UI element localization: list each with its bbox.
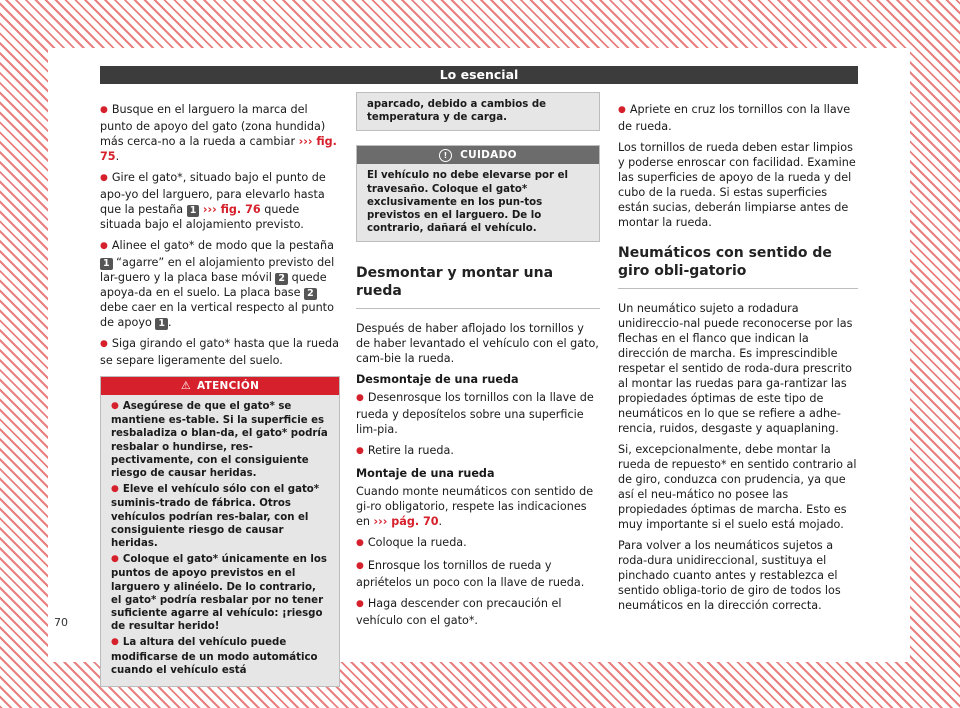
section-title: Neumáticos con sentido de giro obli-gatorio — [618, 244, 858, 289]
step-bullet: ● Alinee el gato* de modo que la pestaña 1 “agarre” en el alojamiento previsto del lar-guero y la placa base móvil 2 quede apoya-da en el suelo. La placa base 2 debe caer en la vertical respecto al punto de apoyo 1 . — [100, 238, 340, 330]
warning-item: ● Eleve el vehículo sólo con el gato* suminis-trado de fábrica. Otros vehículos podrían res-balar, con el consiguiente riesgo de causar heridas. — [111, 483, 329, 550]
warning-item: ● La altura del vehículo puede modificarse de un modo automático cuando el vehículo está — [111, 636, 329, 677]
callout-badge: 1 — [155, 318, 168, 330]
page-link[interactable]: ››› pág. 70 — [373, 515, 439, 529]
column-middle — [356, 92, 600, 634]
page-header: Lo esencial — [100, 66, 858, 84]
step-bullet: ● Apriete en cruz los tornillos con la llave de rueda. — [618, 102, 858, 134]
warning-item: ● Coloque el gato* únicamente en los puntos de apoyo previstos en el larguero y alinéelo. De lo contrario, el gato* podría resbalar por no tener suficiente agarre al vehículo: ¡riesgo de resultar herido! — [111, 553, 329, 633]
manual-page — [48, 48, 910, 676]
step-bullet: ● Siga girando el gato* hasta que la rueda se separe ligeramente del suelo. — [100, 336, 340, 368]
column-right — [618, 102, 858, 619]
step-bullet: ● Coloque la rueda. — [356, 535, 600, 552]
section-title: Desmontar y montar una rueda — [356, 264, 600, 309]
info-icon: ! — [439, 149, 452, 162]
callout-badge: 1 — [187, 205, 200, 217]
paragraph: Los tornillos de rueda deben estar limpios y poderse enroscar con facilidad. Examine las superficies de apoyo de la rueda y del cubo de la rueda. Si estas superficies están sucias, deberán limpiarse antes de montar la rueda. — [618, 141, 856, 229]
step-bullet: ● Busque en el larguero la marca del punto de apoyo del gato (zona hundida) más cerca-no a la rueda a cambiar ››› fig. 75. — [100, 102, 340, 164]
step-bullet: ● Gire el gato*, situado bajo el punto de apo-yo del larguero, para elevarlo hasta que la pestaña 1 ››› fig. 76 quede situada bajo el alojamiento previsto. — [100, 170, 340, 232]
paragraph: Un neumático sujeto a rodadura unidireccio-nal puede reconocerse por las flechas en el flanco que indican la dirección de marcha. Es imprescindible respetar el sentido de roda-dura prescrito al montar las ruedas para ga-rantizar las propiedades óptimas de este tipo de neumáticos en lo que se refiere a adhe-rencia, ruidos, desgaste y aquaplaning. — [618, 302, 853, 435]
warning-body — [101, 395, 339, 686]
page-number: 70 — [54, 616, 68, 629]
step-bullet: ● Retire la rueda. — [356, 443, 600, 460]
caution-header: ! CUIDADO — [357, 146, 599, 164]
column-left — [100, 102, 340, 687]
callout-badge: 2 — [275, 273, 288, 285]
step-bullet: ● Enrosque los tornillos de rueda y apriételos un poco con la llave de rueda. — [356, 558, 600, 590]
paragraph: Si, excepcionalmente, debe montar la rueda de repuesto* en sentido contrario al de giro, conduzca con prudencia, ya que así el neu-mático no posee las propiedades óptimas de marcha. Esto es muy importante si el suelo está mojado. — [618, 443, 857, 531]
caution-body: El vehículo no debe elevarse por el travesaño. Coloque el gato* exclusivamente en los pun-tos previstos en el larguero. De lo contrario, dañará el vehículo. — [367, 170, 569, 235]
warning-continued-text: aparcado, debido a cambios de temperatura y de carga. — [367, 99, 547, 124]
warning-box — [100, 376, 340, 687]
warning-triangle-icon: ⚠ — [180, 379, 191, 392]
warning-item: ● Asegúrese de que el gato* se mantiene es-table. Si la superficie es resbaladiza o blan-da, el gato* podría resbalar o hundirse, res-pectivamente, con el consiguiente riesgo de causar heridas. — [111, 400, 329, 480]
mount-intro: Cuando monte neumáticos con sentido de gi-ro obligatorio, respete las indicaciones en ››› pág. 70. — [356, 485, 594, 529]
intro-paragraph: Después de haber aflojado los tornillos y de haber levantado el vehículo con el gato, cam-bie la rueda. — [356, 322, 599, 366]
subheading: Desmontaje de una rueda — [356, 373, 519, 387]
figure-link[interactable]: ››› fig. 75 — [100, 135, 337, 163]
callout-badge: 1 — [100, 258, 113, 270]
step-bullet: ● Desenrosque los tornillos con la llave de rueda y deposítelos sobre una superficie lim-pia. — [356, 390, 600, 437]
step-bullet: ● Haga descender con precaución el vehículo con el gato*. — [356, 596, 600, 628]
caution-box — [356, 145, 600, 242]
subheading: Montaje de una rueda — [356, 467, 495, 481]
warning-box-continued — [356, 92, 600, 131]
figure-link[interactable]: ››› fig. 76 — [202, 203, 261, 216]
callout-badge: 2 — [304, 288, 317, 300]
warning-header: ⚠ ATENCIÓN — [101, 377, 339, 395]
paragraph: Para volver a los neumáticos sujetos a roda-dura unidireccional, sustituya el pinchado cuanto antes y restablezca el sentido obliga-torio de giro de todos los neumáticos en la dirección correcta. — [618, 539, 841, 612]
